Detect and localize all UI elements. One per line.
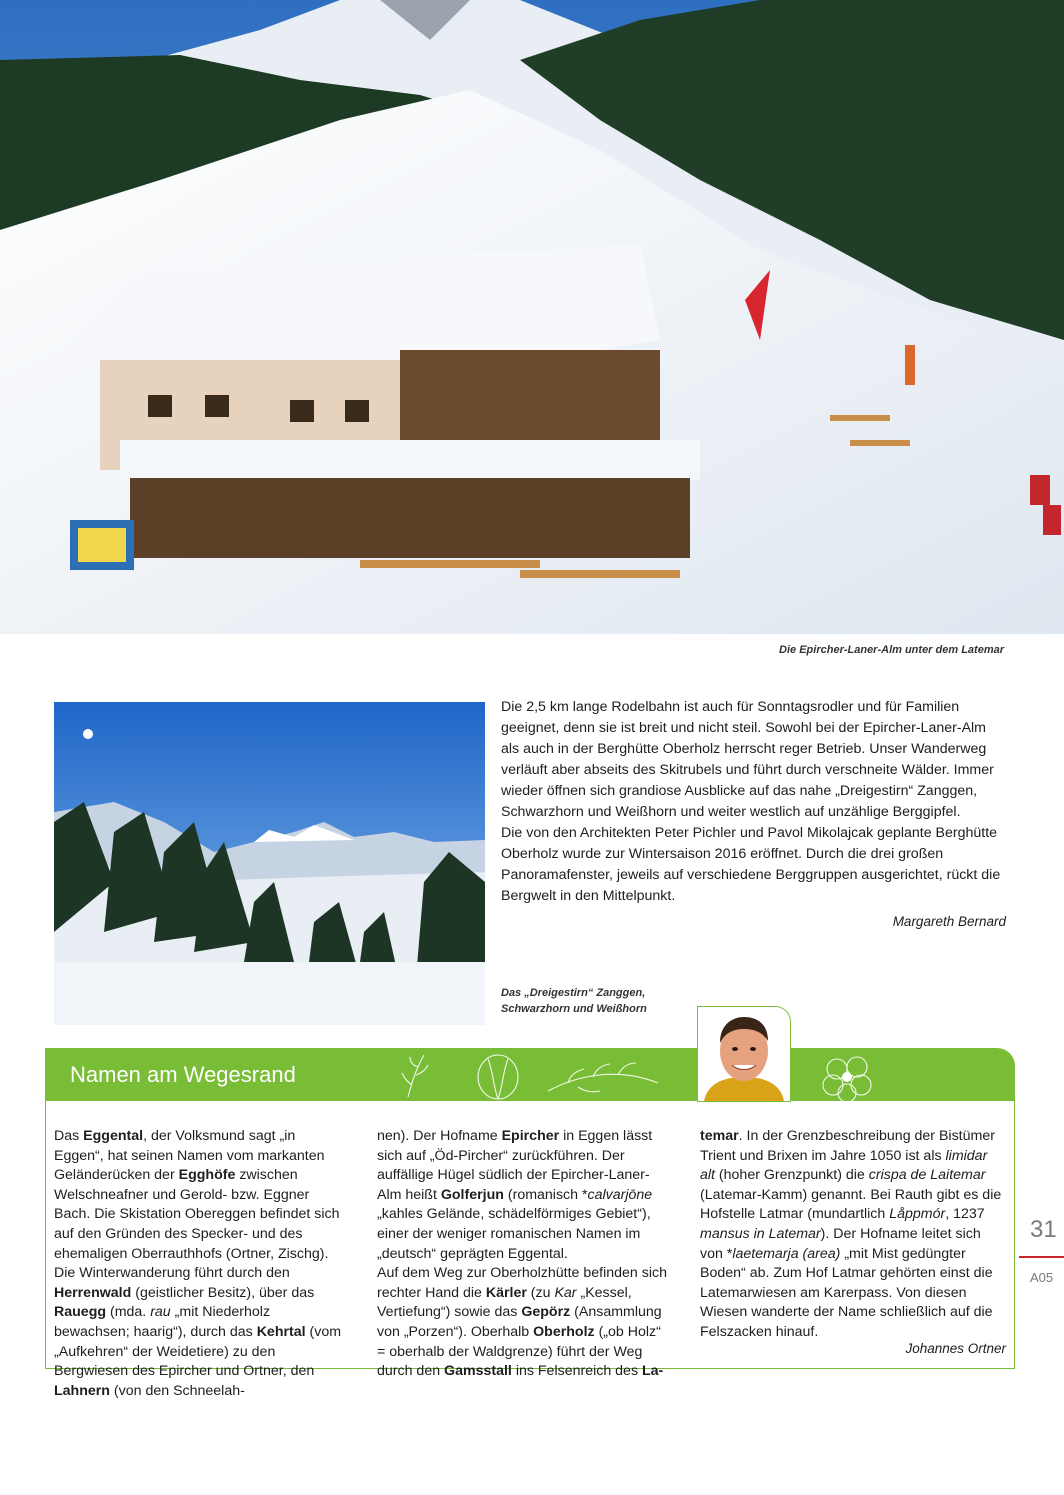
box-column-3 <box>700 1127 1006 1343</box>
text: „kahles Gelände, schädelförmiges Gebiet“), einer der weniger romanischen Namen im „deutsch“ geprägten Eggental. <box>377 1206 651 1262</box>
italic-term: mansus in Latemar <box>700 1225 821 1242</box>
bold-name: Kärler <box>485 1284 527 1301</box>
text: („ob Holz“ = oberhalb der Waldgrenze) führt der Weg durch den <box>377 1323 661 1380</box>
bold-name: Epircher <box>501 1128 560 1144</box>
box-title: Namen am Wegesrand <box>70 1062 296 1087</box>
text: (Latemar-Kamm) genannt. Bei Rauth gibt es die Hofstelle Latmar (mundartlich <box>700 1186 1002 1223</box>
intro-paragraph: Die 2,5 km lange Rodelbahn ist auch für Sonntagsrodler und für Familien geeignet, denn sie ist breit und nicht steil. Sowohl bei der Epircher-Laner-Alm als auch in der Berghütte Oberholz herrscht reger Betrieb. Unser Wanderweg verläuft aber abseits des Skitrubels und führt durch verschneite Wälder. Immer wieder öffnen sich grandiose Ausblicke auf das nahe „Dreigestirn“ Zanggen, Schwarzhorn und Weißhorn und weiter westlich auf unzählige Berggipfel. <box>501 699 994 820</box>
mountain-panorama-photo <box>54 702 485 1025</box>
intro-author: Margareth Bernard <box>892 914 1006 929</box>
text: nen). Der Hofname <box>377 1128 502 1144</box>
bold-name: Golferjun <box>440 1186 504 1203</box>
text: (mda. <box>106 1304 151 1321</box>
bold-name: temar <box>700 1128 739 1144</box>
text: ins Felsenreich des <box>511 1363 642 1380</box>
italic-term: Låppmór <box>889 1206 946 1223</box>
italic-term: calvarjōne <box>587 1186 653 1203</box>
italic-term: Kar <box>554 1284 577 1301</box>
page-number: 31 <box>1030 1216 1057 1243</box>
bold-name: Gepörz <box>521 1304 571 1321</box>
flower-decoration-icon <box>815 1047 895 1101</box>
box-author: Johannes Ortner <box>905 1341 1006 1356</box>
bold-name: Kehrtal <box>256 1323 306 1340</box>
text: , der Volksmund sagt „in Eggen“, hat seinen Namen vom markanten Geländerücken der <box>54 1128 325 1184</box>
text: „mit Niederholz bewachsen; haarig“), durch das <box>54 1304 271 1340</box>
panorama-caption-line: Das „Dreigestirn“ Zanggen, <box>501 987 646 999</box>
panorama-caption <box>501 985 701 1017</box>
page-number-rule <box>1019 1256 1064 1258</box>
box-paragraph <box>377 1127 667 1264</box>
italic-term: rau <box>150 1304 171 1321</box>
bold-name: Herrenwald <box>54 1284 132 1301</box>
hero-photo <box>0 0 1064 634</box>
bold-name: Rauegg <box>54 1304 107 1321</box>
intro-text <box>501 697 1006 932</box>
bold-name: Eggental <box>83 1128 144 1144</box>
italic-term: crispa de Laitemar <box>868 1167 986 1184</box>
text: Das <box>54 1128 84 1144</box>
text: (zu <box>526 1284 555 1301</box>
text: , 1237 <box>945 1206 985 1223</box>
page-code: A05 <box>1030 1270 1054 1285</box>
text: (hoher Grenzpunkt) die <box>714 1167 869 1184</box>
text: (Ansammlung von „Porzen“). Oberhalb <box>377 1304 662 1340</box>
text: in Eggen lässt sich auf „Öd-Pircher“ zurückführen. Der auffällige Hügel südlich der Epircher-Laner-Alm heißt <box>377 1128 653 1203</box>
text: (von den Schneelah- <box>109 1382 245 1399</box>
panorama-caption-line: Schwarzhorn und Weißhorn <box>501 1003 647 1015</box>
bold-name: Gamsstall <box>444 1363 512 1380</box>
text: „mit Mist gedüngter Boden“ ab. Zum Hof Latmar gehörten einst die Latemarwiesen am Karerpass. Von diesen Wiesen wanderte der Name schließlich auf die Felszacken hinauf. <box>700 1245 993 1340</box>
box-paragraph <box>377 1264 667 1382</box>
text: ). Der Hofname leitet sich von * <box>700 1225 981 1262</box>
box-paragraph <box>54 1127 344 1401</box>
intro-paragraph: Die von den Architekten Peter Pichler und Pavol Mikolajcak geplante Berghütte Oberholz wurde zur Wintersaison 2016 eröffnet. Durch die drei großen Panoramafenster, jeweils auf verschiedene Berggruppen ausgerichtet, rückt die Bergwelt in den Mittelpunkt. <box>501 825 1001 904</box>
text: (romanisch * <box>503 1186 588 1203</box>
author-portrait <box>697 1006 791 1102</box>
italic-term: limidar alt <box>700 1147 988 1184</box>
text: (vom „Aufkehren“ der Weidetiere) zu den Bergwiesen des Epircher und Ortner, den <box>54 1323 342 1380</box>
box-column-2 <box>377 1127 667 1382</box>
box-column-1 <box>54 1127 344 1401</box>
text: zwischen Welschneafner und Gerold- bzw. Eggner Bach. Die Skistation Obereggen befindet sich auf den Gründen des Specker- und des ehemaligen Oberrauthhofs (Ortner, Zischg). Die Winterwanderung führt durch den <box>54 1167 340 1282</box>
bold-name: Lahnern <box>54 1382 110 1399</box>
text: „Kessel, Vertiefung“) sowie das <box>377 1284 632 1321</box>
box-paragraph <box>700 1127 1006 1343</box>
hero-caption: Die Epircher-Laner-Alm unter dem Latemar <box>779 644 1004 656</box>
bold-name: Egghöfe <box>178 1167 236 1184</box>
bold-name: La- <box>642 1363 664 1380</box>
text: (geistlicher Besitz), über das <box>131 1284 315 1301</box>
floral-decoration-icon <box>398 1047 698 1101</box>
bold-name: Oberholz <box>533 1323 595 1340</box>
italic-term: laetemarja (area) <box>732 1245 841 1262</box>
text: . In der Grenzbeschreibung der Bistümer Trient und Brixen im Jahre 1050 ist als <box>700 1128 995 1164</box>
text: Auf dem Weg zur Oberholzhütte befinden sich rechter Hand die <box>377 1265 667 1301</box>
